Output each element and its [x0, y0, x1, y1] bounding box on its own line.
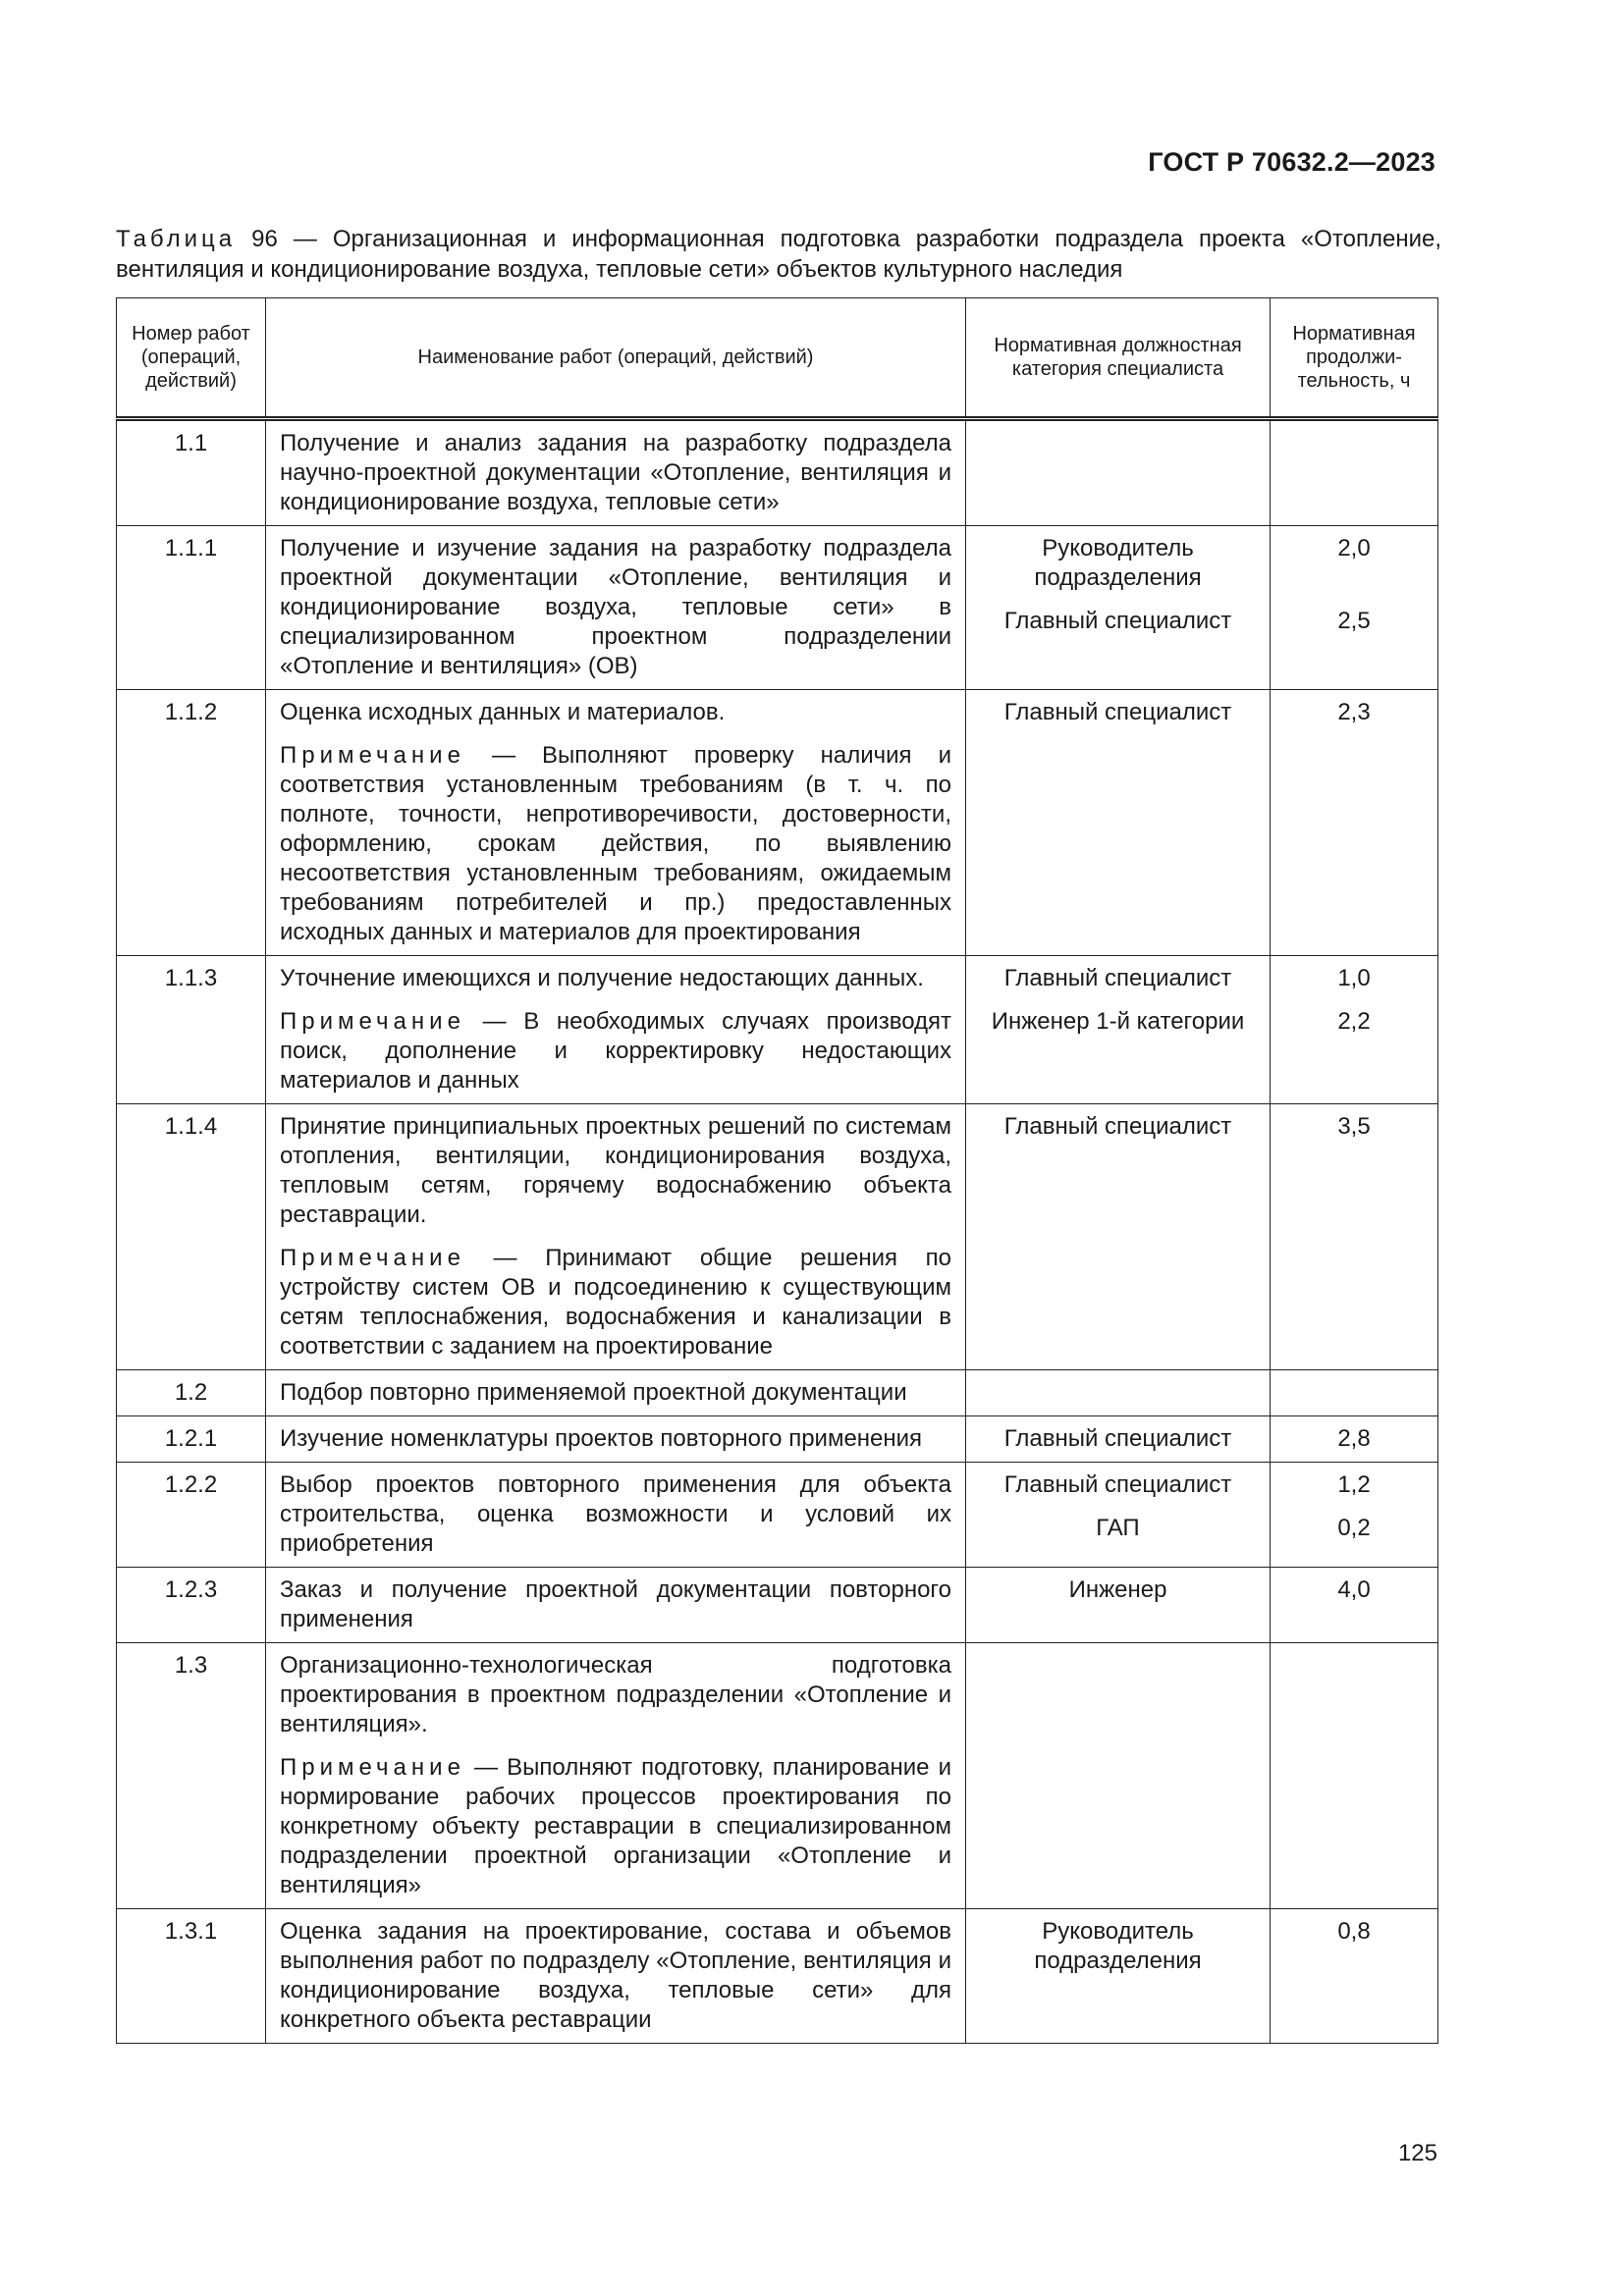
row-number: 1.1	[117, 419, 266, 526]
row-note	[280, 1244, 951, 1362]
table-row	[117, 1643, 1438, 1909]
row-category: Руководитель подразделения	[1034, 1918, 1202, 1974]
note-label: Примечание	[280, 1008, 465, 1035]
note-label: Примечание	[280, 1754, 465, 1781]
row-number: 1.2.1	[117, 1416, 266, 1463]
row-name-cell	[266, 1104, 966, 1370]
row-name: Выбор проектов повторного применения для объекта строительства, оценка возможности и условий их приобретения	[280, 1471, 951, 1557]
table-row	[117, 1370, 1438, 1416]
note-text: — Выполняют проверку наличия и соответствия установленным требованиям (в т. ч. по полноте, точности, непротиворечивости, достоверности, оформлению, срокам действия, по выявлению несоответствия установленным требованиям, ожидаемым требованиям потребителей и пр.) предоставленных исходных данных и материалов для проектирования	[280, 742, 951, 945]
row-duration-cell	[1271, 1370, 1438, 1416]
table-caption-prefix: Таблица	[116, 226, 237, 252]
row-duration: 2,5	[1337, 608, 1371, 634]
row-category-cell	[966, 526, 1271, 690]
row-duration-cell	[1271, 419, 1438, 526]
table-body	[117, 419, 1438, 2044]
row-category: Инженер	[1068, 1576, 1167, 1603]
row-duration: 0,2	[1337, 1515, 1371, 1541]
row-duration: 2,8	[1337, 1425, 1371, 1452]
row-category: Главный специалист	[1003, 608, 1232, 634]
table-row	[117, 526, 1438, 690]
row-duration-cell	[1271, 1909, 1438, 2044]
row-name: Уточнение имеющихся и получение недостающих данных.	[280, 965, 924, 991]
row-category-cell	[966, 1568, 1271, 1643]
row-number: 1.1.2	[117, 690, 266, 956]
row-name-cell	[266, 526, 966, 690]
row-name: Подбор повторно применяемой проектной документации	[280, 1379, 907, 1406]
row-name: Оценка задания на проектирование, состава и объемов выполнения работ по подразделу «Отопление, вентиляция и кондиционирование воздуха, тепловые сети» для конкретного объекта реставрации	[280, 1918, 951, 2033]
header-duration: Нормативная продолжи-тельность, ч	[1271, 298, 1438, 419]
row-name-cell	[266, 956, 966, 1104]
table-row	[117, 1463, 1438, 1568]
row-name-cell	[266, 690, 966, 956]
note-label: Примечание	[280, 742, 465, 769]
row-category-cell	[966, 1643, 1271, 1909]
note-text: — В необходимых случаях производят поиск, дополнение и корректировку недостающих материалов и данных	[280, 1008, 951, 1094]
row-name-cell	[266, 1463, 966, 1568]
row-duration: 1,2	[1337, 1471, 1371, 1498]
row-name-cell	[266, 1909, 966, 2044]
table-row	[117, 1416, 1438, 1463]
row-duration-cell	[1271, 1568, 1438, 1643]
row-number: 1.3.1	[117, 1909, 266, 2044]
row-name-cell	[266, 1416, 966, 1463]
table-caption-text: 96 — Организационная и информационная подготовка разработки подраздела проекта «Отопление, вентиляция и кондиционирование воздуха, тепловые сети» объектов культурного наследия	[116, 226, 1441, 283]
standard-code: ГОСТ Р 70632.2—2023	[1148, 147, 1435, 177]
row-duration: 0,8	[1337, 1918, 1371, 1945]
row-duration-cell	[1271, 1104, 1438, 1370]
row-duration: 2,0	[1337, 535, 1371, 561]
row-name: Получение и изучение задания на разработку подраздела проектной документации «Отопление, вентиляция и кондиционирование воздуха, тепловые сети» в специализированном проектном подразделении «Отопление и вентиляция» (ОВ)	[280, 535, 951, 679]
note-text: — Выполняют подготовку, планирование и нормирование рабочих процессов проектирования по конкретному объекту реставрации в специализированном подразделении проектной организации «Отопление и вентиляция»	[280, 1754, 951, 1898]
row-category: Руководитель подразделения	[1034, 535, 1202, 591]
header-num: Номер работ (операций, действий)	[117, 298, 266, 419]
row-duration: 3,5	[1337, 1113, 1371, 1140]
row-note	[280, 1753, 951, 1900]
row-note	[280, 741, 951, 947]
row-name: Принятие принципиальных проектных решений по системам отопления, вентиляции, кондиционирования воздуха, тепловым сетям, горячему водоснабжению объекта реставрации.	[280, 1113, 951, 1228]
row-name-cell	[266, 1370, 966, 1416]
note-text: — Принимают общие решения по устройству систем ОВ и подсоединению к существующим сетям теплоснабжения, водоснабжения и канализации в соответствии с заданием на проектирование	[280, 1245, 951, 1360]
row-duration-cell	[1271, 1416, 1438, 1463]
table-row	[117, 956, 1438, 1104]
row-duration-cell	[1271, 956, 1438, 1104]
row-category-cell	[966, 1909, 1271, 2044]
row-duration: 4,0	[1337, 1576, 1371, 1603]
row-name: Организационно-технологическая подготовка проектирования в проектном подразделении «Отопление и вентиляция».	[280, 1652, 951, 1737]
row-category: Главный специалист	[1003, 1113, 1232, 1140]
row-category-cell	[966, 1463, 1271, 1568]
row-name: Получение и анализ задания на разработку подраздела научно-проектной документации «Отопление, вентиляция и кондиционирование воздуха, тепловые сети»	[280, 430, 951, 515]
note-label: Примечание	[280, 1245, 465, 1271]
row-duration: 2,2	[1337, 1008, 1371, 1035]
page-number: 125	[1397, 2140, 1437, 2166]
table-row	[117, 1909, 1438, 2044]
row-duration-cell	[1271, 1643, 1438, 1909]
table-row	[117, 419, 1438, 526]
row-name-cell	[266, 1643, 966, 1909]
row-category: Главный специалист	[1003, 1425, 1232, 1452]
row-number: 1.1.4	[117, 1104, 266, 1370]
row-category: ГАП	[1096, 1515, 1140, 1541]
row-duration: 2,3	[1337, 699, 1371, 725]
row-number: 1.1.1	[117, 526, 266, 690]
row-duration-cell	[1271, 690, 1438, 956]
row-name: Заказ и получение проектной документации повторного применения	[280, 1576, 951, 1632]
row-number: 1.2	[117, 1370, 266, 1416]
row-category: Главный специалист	[1003, 965, 1232, 991]
row-category: Главный специалист	[1003, 1471, 1232, 1498]
row-note	[280, 1007, 951, 1095]
row-name: Оценка исходных данных и материалов.	[280, 699, 726, 725]
table-row	[117, 1568, 1438, 1643]
table-row	[117, 1104, 1438, 1370]
row-number: 1.2.3	[117, 1568, 266, 1643]
row-number: 1.3	[117, 1643, 266, 1909]
work-table	[116, 297, 1438, 2044]
row-category-cell	[966, 956, 1271, 1104]
row-duration-cell	[1271, 1463, 1438, 1568]
row-category-cell	[966, 1416, 1271, 1463]
header-name: Наименование работ (операций, действий)	[266, 298, 966, 419]
row-category: Инженер 1-й категории	[991, 1008, 1245, 1035]
header-category: Нормативная должностная категория специалиста	[966, 298, 1271, 419]
row-number: 1.1.3	[117, 956, 266, 1104]
row-duration: 1,0	[1337, 965, 1371, 991]
row-category-cell	[966, 1370, 1271, 1416]
table-header-row	[117, 298, 1438, 419]
table-caption	[116, 224, 1441, 285]
row-category-cell	[966, 419, 1271, 526]
row-duration-cell	[1271, 526, 1438, 690]
row-category: Главный специалист	[1003, 699, 1232, 725]
row-name-cell	[266, 419, 966, 526]
row-category-cell	[966, 690, 1271, 956]
row-name: Изучение номенклатуры проектов повторного применения	[280, 1425, 923, 1452]
row-category-cell	[966, 1104, 1271, 1370]
row-name-cell	[266, 1568, 966, 1643]
table-row	[117, 690, 1438, 956]
row-number: 1.2.2	[117, 1463, 266, 1568]
